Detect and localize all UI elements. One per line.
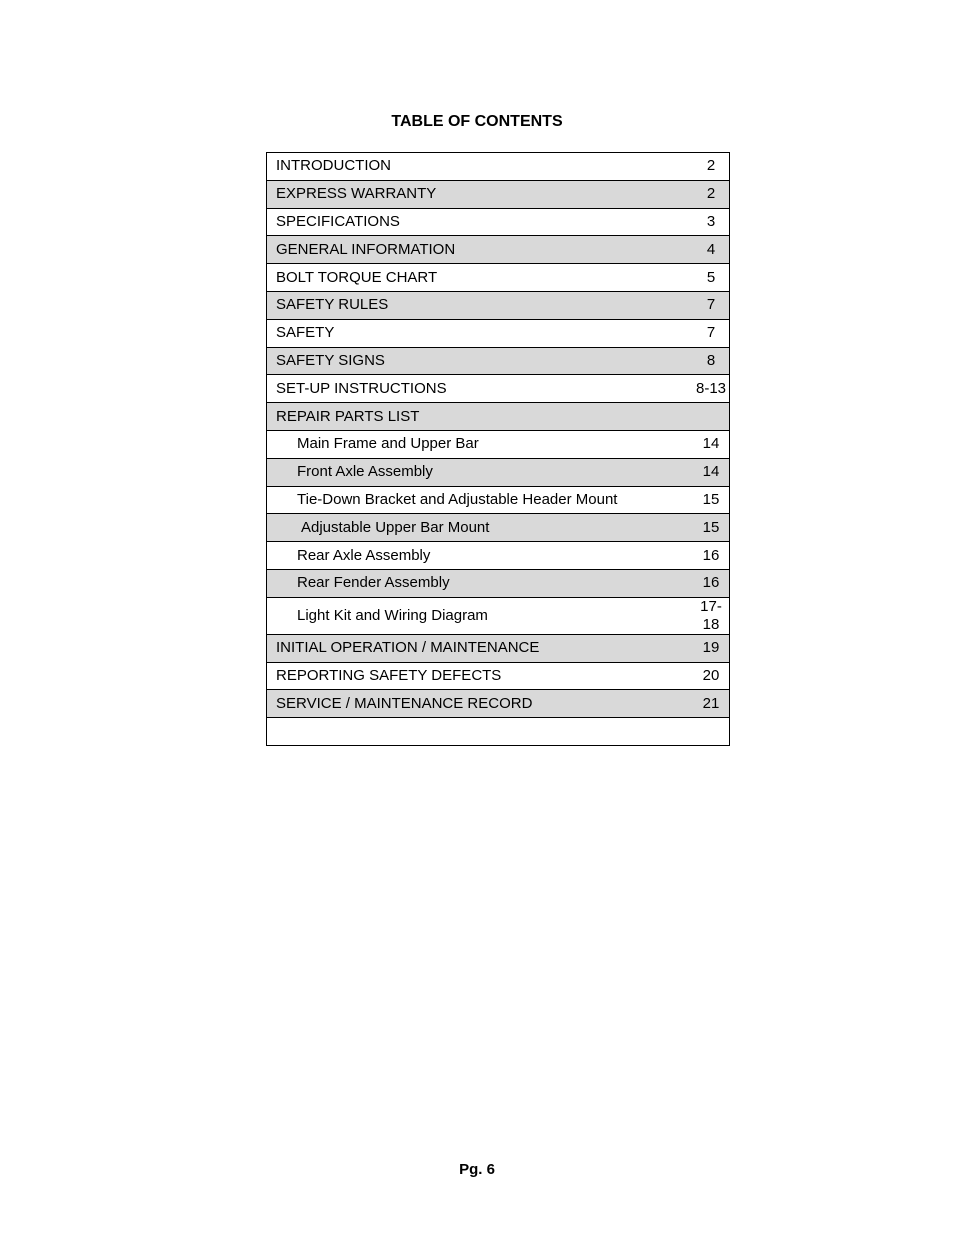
toc-row-adjustable-upper-bar [267,514,730,542]
toc-entry-title: Light Kit and Wiring Diagram [267,597,694,634]
toc-row-initial-operation [267,634,730,662]
toc-entry-page: 5 [693,264,730,292]
toc-entry-title: REPORTING SAFETY DEFECTS [267,662,694,690]
toc-entry-page: 8-13 [693,375,730,403]
toc-row-empty [267,718,730,746]
toc-row-rear-fender [267,569,730,597]
toc-entry-page: 4 [693,236,730,264]
toc-entry-page [693,403,730,431]
toc-row-safety-signs [267,347,730,375]
toc-entry-page: 20 [693,662,730,690]
toc-entry-title: SAFETY SIGNS [267,347,694,375]
toc-row-rear-axle [267,542,730,570]
toc-entry-page: 2 [693,153,730,181]
toc-entry-page: 8 [693,347,730,375]
toc-entry-page: 7 [693,291,730,319]
toc-row-express-warranty [267,180,730,208]
toc-entry-page: 19 [693,634,730,662]
toc-row-bolt-torque-chart [267,264,730,292]
toc-row-general-information [267,236,730,264]
toc-row-set-up-instructions [267,375,730,403]
toc-row-front-axle [267,458,730,486]
toc-entry-page: 7 [693,319,730,347]
toc-entry-title [267,718,694,746]
toc-row-main-frame [267,430,730,458]
toc-entry-page: 3 [693,208,730,236]
toc-entry-title: GENERAL INFORMATION [267,236,694,264]
toc-entry-title: SAFETY RULES [267,291,694,319]
toc-row-reporting-safety-defects [267,662,730,690]
toc-entry-title: SAFETY [267,319,694,347]
toc-entry-page: 17-18 [693,597,730,634]
toc-entry-page: 16 [693,569,730,597]
toc-entry-title: Main Frame and Upper Bar [267,430,694,458]
toc-entry-title: INITIAL OPERATION / MAINTENANCE [267,634,694,662]
document-title: TABLE OF CONTENTS [391,113,563,130]
toc-entry-page: 14 [693,458,730,486]
toc-entry-title: Tie-Down Bracket and Adjustable Header Mount [267,486,694,514]
toc-row-service-record [267,690,730,718]
toc-entry-title: Front Axle Assembly [267,458,694,486]
toc-entry-title: EXPRESS WARRANTY [267,180,694,208]
toc-row-introduction [267,153,730,181]
toc-row-safety [267,319,730,347]
toc-entry-page: 21 [693,690,730,718]
toc-row-light-kit [267,597,730,634]
toc-entry-page: 15 [693,514,730,542]
toc-row-tie-down-bracket [267,486,730,514]
toc-entry-title: Rear Axle Assembly [267,542,694,570]
toc-entry-title: Rear Fender Assembly [267,569,694,597]
toc-row-specifications [267,208,730,236]
toc-entry-title: SET-UP INSTRUCTIONS [267,375,694,403]
toc-entry-page [693,718,730,746]
page-number: Pg. 6 [459,1161,495,1178]
toc-entry-page: 16 [693,542,730,570]
toc-entry-title: BOLT TORQUE CHART [267,264,694,292]
toc-entry-title: INTRODUCTION [267,153,694,181]
toc-entry-title: SPECIFICATIONS [267,208,694,236]
toc-entry-page: 15 [693,486,730,514]
toc-row-safety-rules [267,291,730,319]
table-of-contents [266,152,730,746]
toc-entry-page: 2 [693,180,730,208]
toc-entry-title: REPAIR PARTS LIST [267,403,694,431]
toc-entry-title: SERVICE / MAINTENANCE RECORD [267,690,694,718]
toc-entry-page: 14 [693,430,730,458]
toc-entry-title: Adjustable Upper Bar Mount [267,514,694,542]
toc-row-repair-parts-list [267,403,730,431]
